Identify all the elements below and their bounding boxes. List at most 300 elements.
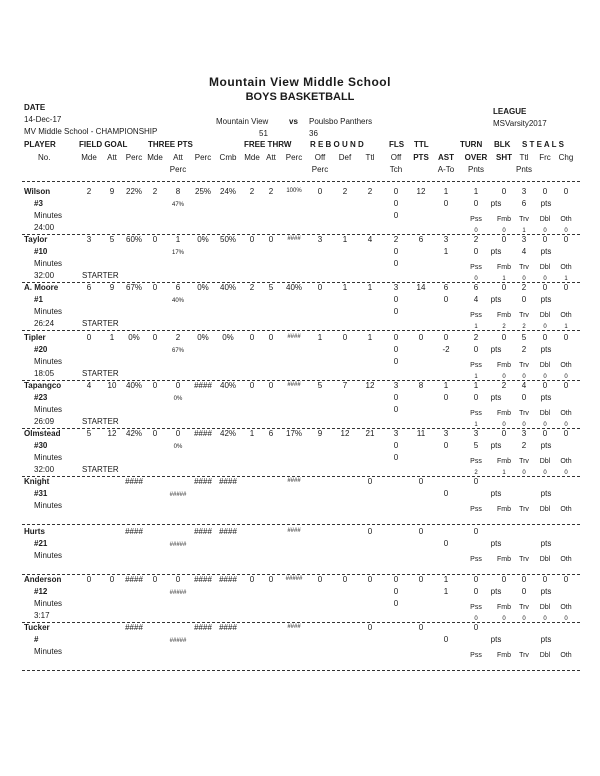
turnover-category-label: Dbl <box>539 264 551 271</box>
stat-cell: #### <box>219 527 237 536</box>
stat-cell: #### <box>287 382 301 388</box>
hdr-reb-ttl: Ttl <box>365 153 375 162</box>
stat-cell: 2 <box>249 283 255 292</box>
turnover-category-label: Dbl <box>539 410 551 417</box>
stat-sub-cell: 0 <box>393 599 399 608</box>
turnover-count: 1 <box>502 470 506 476</box>
stat-cell: 0 <box>342 575 348 584</box>
turnover-category-label: Trv <box>519 604 529 611</box>
stat-cell: 2 <box>152 187 158 196</box>
stat-cell: 25% <box>194 187 212 196</box>
stat-sub-cell: 0 <box>443 295 449 304</box>
three-pt-perc: 0% <box>173 444 183 450</box>
stat-cell: 2 <box>521 283 527 292</box>
stat-cell: #### <box>287 334 301 340</box>
turnover-category-label: Trv <box>519 312 529 319</box>
stat-cell: 1 <box>473 381 479 390</box>
stat-sub-cell: 5 <box>473 441 479 450</box>
stat-cell: 2 <box>268 187 274 196</box>
stat-cell: 0 <box>175 575 181 584</box>
player-name: Knight <box>24 477 50 486</box>
minutes-label: Minutes <box>34 501 63 510</box>
hdr-free-thrw: FREE THRW <box>244 140 292 149</box>
stat-cell: 0 <box>542 187 548 196</box>
stat-cell: 3 <box>521 235 527 244</box>
starter-badge: STARTER <box>82 369 119 378</box>
stat-cell: 3 <box>393 283 399 292</box>
stat-cell: 42% <box>219 429 237 438</box>
three-pt-perc: ##### <box>169 542 187 548</box>
stat-sub-cell: 0 <box>393 587 399 596</box>
player-number: #1 <box>34 295 43 304</box>
stat-cell: 7 <box>342 381 348 390</box>
turnover-count: 0 <box>522 616 526 622</box>
stat-cell: #### <box>287 528 301 534</box>
stat-cell: 0 <box>317 283 323 292</box>
hdr-fg-perc: Perc <box>125 153 143 162</box>
three-pt-perc: 0% <box>173 396 183 402</box>
stat-cell: 0 <box>249 235 255 244</box>
stat-cell: 0 <box>268 575 274 584</box>
hdr-sht: SHT <box>496 153 512 162</box>
pts-label: pts <box>540 441 552 450</box>
player-number: #21 <box>34 539 48 548</box>
three-pt-perc: 67% <box>171 348 185 354</box>
stat-sub-cell: 2 <box>521 345 527 354</box>
stat-cell: 2 <box>342 187 348 196</box>
turnover-category-label: Fmb <box>497 604 511 611</box>
turnover-category-label: Trv <box>519 458 529 465</box>
turnover-category-label: Dbl <box>539 604 551 611</box>
turnover-count: 1 <box>522 228 526 234</box>
row-divider <box>22 622 580 623</box>
stat-cell: 40% <box>125 381 143 390</box>
stat-cell: 22% <box>125 187 143 196</box>
turnover-category-label: Trv <box>519 652 529 659</box>
hdr-tch: Tch <box>389 165 403 174</box>
player-number: #23 <box>34 393 48 402</box>
stat-cell: 0% <box>197 333 209 342</box>
stat-cell: 3 <box>521 187 527 196</box>
stat-cell: 0 <box>473 527 479 536</box>
stat-sub-cell: 4 <box>521 247 527 256</box>
stat-cell: 6 <box>175 283 181 292</box>
turnover-category-label: Fmb <box>497 264 511 271</box>
stat-cell: 1 <box>249 429 255 438</box>
turnover-count: 0 <box>564 228 568 234</box>
hdr-pts: PTS <box>413 153 429 162</box>
stat-sub-cell: 0 <box>393 199 399 208</box>
stat-cell: 2 <box>473 235 479 244</box>
stat-cell: 0 <box>393 333 399 342</box>
turnover-category-label: Fmb <box>497 312 511 319</box>
hdr-steals: S T E A L S <box>522 140 564 149</box>
pts-label: pts <box>540 247 552 256</box>
stat-cell: #### <box>219 477 237 486</box>
player-number: #3 <box>34 199 43 208</box>
minutes-label: Minutes <box>34 211 63 220</box>
stat-sub-cell: 0 <box>521 587 527 596</box>
starter-badge: STARTER <box>82 417 119 426</box>
stat-cell: 0 <box>152 235 158 244</box>
turnover-category-label: Fmb <box>497 458 511 465</box>
stat-cell: 0 <box>473 477 479 486</box>
stat-cell: 0% <box>197 283 209 292</box>
stat-cell: 2 <box>501 381 507 390</box>
hdr-ttl3: Ttl <box>519 153 529 162</box>
stat-sub-cell: 0 <box>393 345 399 354</box>
stat-cell: 1 <box>443 187 449 196</box>
row-divider <box>22 330 580 331</box>
stat-sub-cell: 0 <box>393 405 399 414</box>
hdr-over: OVER <box>464 153 488 162</box>
stat-cell: 1 <box>109 333 115 342</box>
stat-cell: #### <box>287 236 301 242</box>
minutes-value: 32:00 <box>34 271 55 280</box>
turnover-count: 0 <box>474 276 478 282</box>
turnover-count: 0 <box>522 276 526 282</box>
minutes-label: Minutes <box>34 551 63 560</box>
pts-label: pts <box>490 295 502 304</box>
stat-sub-cell: 0 <box>393 357 399 366</box>
stat-cell: 0 <box>418 527 424 536</box>
stat-cell: 0 <box>418 477 424 486</box>
stat-cell: 3 <box>317 235 323 244</box>
stat-sub-cell: 0 <box>443 635 449 644</box>
turnover-count: 0 <box>543 616 547 622</box>
stat-cell: #### <box>287 478 301 484</box>
player-name: Tapangco <box>24 381 62 390</box>
stat-sub-cell: 0 <box>393 453 399 462</box>
minutes-value: 26:24 <box>34 319 55 328</box>
stat-cell: 3 <box>393 429 399 438</box>
turnover-count: 1 <box>564 324 568 330</box>
stat-sub-cell: 0 <box>521 295 527 304</box>
minutes-label: Minutes <box>34 259 63 268</box>
player-name: A. Moore <box>24 283 59 292</box>
stat-cell: 17% <box>285 429 303 438</box>
turnover-count: 1 <box>502 276 506 282</box>
home-team: Mountain View <box>216 117 269 126</box>
turnover-count: 2 <box>522 324 526 330</box>
stat-cell: 0 <box>563 235 569 244</box>
turnover-category-label: Trv <box>519 410 529 417</box>
stat-cell: 1 <box>443 575 449 584</box>
hdr-3p-mde: Mde <box>147 153 163 162</box>
row-divider <box>22 476 580 477</box>
hdr-rebound: R E B O U N D <box>310 140 364 149</box>
stat-cell: 0 <box>86 333 92 342</box>
hdr-fg-mde: Mde <box>81 153 97 162</box>
turnover-category-label: Trv <box>519 506 529 513</box>
hdr-ft-att: Att <box>266 153 276 162</box>
hdr-blk: BLK <box>494 140 511 149</box>
turnover-count: 1 <box>564 276 568 282</box>
turnover-category-label: Pss <box>470 216 482 223</box>
stat-cell: 1 <box>367 283 373 292</box>
pts-label: pts <box>490 199 502 208</box>
hdr-frc: Frc <box>539 153 551 162</box>
stat-sub-cell: 0 <box>443 441 449 450</box>
turnover-category-label: Dbl <box>539 652 551 659</box>
turnover-category-label: Oth <box>560 410 572 417</box>
stat-cell: 12 <box>365 381 375 390</box>
player-number: #10 <box>34 247 48 256</box>
pts-label: pts <box>540 199 552 208</box>
turnover-count: 0 <box>543 470 547 476</box>
player-name: Hurts <box>24 527 45 536</box>
stat-cell: 6 <box>268 429 274 438</box>
stat-cell: 60% <box>125 235 143 244</box>
player-number: #12 <box>34 587 48 596</box>
home-score: 51 <box>259 129 268 138</box>
three-pt-perc: 47% <box>171 202 185 208</box>
stat-cell: 6 <box>473 283 479 292</box>
stat-cell: 0 <box>443 333 449 342</box>
turnover-category-label: Pss <box>470 312 482 319</box>
stat-cell: 1 <box>473 187 479 196</box>
minutes-label: Minutes <box>34 599 63 608</box>
stat-cell: 6 <box>418 235 424 244</box>
date-value: 14-Dec-17 <box>24 115 62 124</box>
stat-cell: 6 <box>443 283 449 292</box>
stat-cell: 40% <box>285 283 303 292</box>
hdr-turn: TURN <box>460 140 483 149</box>
stat-cell: 21 <box>365 429 375 438</box>
stat-cell: 0 <box>317 575 323 584</box>
league-value: MSVarsity2017 <box>493 119 547 128</box>
three-pt-perc: ##### <box>169 638 187 644</box>
turnover-count: 2 <box>474 470 478 476</box>
stat-sub-cell: 0 <box>393 259 399 268</box>
three-pt-perc: ##### <box>169 590 187 596</box>
pts-label: pts <box>540 345 552 354</box>
stat-cell: 0 <box>563 283 569 292</box>
stat-sub-cell: 0 <box>443 393 449 402</box>
stat-cell: #### <box>219 575 237 584</box>
player-number: #30 <box>34 441 48 450</box>
stat-sub-cell: 1 <box>443 587 449 596</box>
player-number: #31 <box>34 489 48 498</box>
hdr-pnts2: Pnts <box>515 165 533 174</box>
stat-cell: 0 <box>542 575 548 584</box>
stat-sub-cell: 1 <box>443 247 449 256</box>
stat-cell: 0 <box>393 187 399 196</box>
stat-cell: 0 <box>563 381 569 390</box>
hdr-off: Off <box>390 153 402 162</box>
stat-cell: 2 <box>249 187 255 196</box>
stat-cell: 0 <box>473 623 479 632</box>
stat-cell: 0 <box>418 333 424 342</box>
stat-cell: #### <box>194 575 212 584</box>
stat-sub-cell: 0 <box>473 587 479 596</box>
player-name: Olmstead <box>24 429 61 438</box>
minutes-value: 3:17 <box>34 611 50 620</box>
turnover-count: 0 <box>522 374 526 380</box>
turnover-category-label: Fmb <box>497 652 511 659</box>
stat-cell: 1 <box>175 235 181 244</box>
header-divider <box>22 181 580 182</box>
turnover-count: 0 <box>564 470 568 476</box>
player-number: # <box>34 635 39 644</box>
stat-sub-cell: 0 <box>443 539 449 548</box>
stat-cell: 0 <box>268 333 274 342</box>
pts-label: pts <box>490 247 502 256</box>
sport-title: BOYS BASKETBALL <box>245 91 355 103</box>
turnover-category-label: Trv <box>519 216 529 223</box>
stat-cell: 12 <box>340 429 350 438</box>
stat-cell: 3 <box>393 381 399 390</box>
turnover-count: 0 <box>543 374 547 380</box>
stat-sub-cell: -2 <box>442 345 450 354</box>
player-name: Anderson <box>24 575 62 584</box>
hdr-cmb: Cmb <box>219 153 237 162</box>
minutes-value: 18:05 <box>34 369 55 378</box>
stat-cell: 3 <box>86 235 92 244</box>
stat-sub-cell: 0 <box>473 247 479 256</box>
turnover-count: 0 <box>543 324 547 330</box>
turnover-category-label: Fmb <box>497 410 511 417</box>
stat-cell: 3 <box>521 429 527 438</box>
turnover-category-label: Fmb <box>497 556 511 563</box>
stat-sub-cell: 0 <box>393 295 399 304</box>
hdr-three-pts: THREE PTS <box>148 140 193 149</box>
stat-cell: 0 <box>473 575 479 584</box>
turnover-category-label: Pss <box>470 458 482 465</box>
stat-cell: 2 <box>367 187 373 196</box>
stat-cell: 9 <box>109 283 115 292</box>
turnover-category-label: Pss <box>470 264 482 271</box>
stat-cell: 3 <box>473 429 479 438</box>
turnover-category-label: Fmb <box>497 362 511 369</box>
turnover-count: 0 <box>564 616 568 622</box>
stat-cell: 0 <box>563 429 569 438</box>
stat-cell: 0 <box>249 575 255 584</box>
stat-cell: 5 <box>109 235 115 244</box>
stat-cell: #### <box>194 381 212 390</box>
stat-cell: 0 <box>521 575 527 584</box>
stat-cell: 0 <box>152 283 158 292</box>
turnover-count: 0 <box>502 374 506 380</box>
turnover-category-label: Dbl <box>539 556 551 563</box>
stat-cell: 0 <box>542 283 548 292</box>
pts-label: pts <box>540 393 552 402</box>
stat-cell: 0 <box>268 381 274 390</box>
turnover-count: 0 <box>522 422 526 428</box>
stat-cell: 4 <box>367 235 373 244</box>
stat-cell: 1 <box>367 333 373 342</box>
stat-cell: 0 <box>563 333 569 342</box>
hdr-reb-off: Off <box>314 153 326 162</box>
stat-cell: 0 <box>542 381 548 390</box>
stat-cell: #### <box>194 429 212 438</box>
stat-cell: 0 <box>418 575 424 584</box>
pts-label: pts <box>540 295 552 304</box>
turnover-count: 1 <box>474 324 478 330</box>
hdr-pnts: Pnts <box>467 165 485 174</box>
hdr-field-goal: FIELD GOAL <box>79 140 128 149</box>
stat-cell: 0 <box>342 333 348 342</box>
hdr-no: No. <box>38 153 51 162</box>
hdr-reb-def: Def <box>338 153 352 162</box>
stat-sub-cell: 2 <box>521 441 527 450</box>
player-number: #20 <box>34 345 48 354</box>
turnover-category-label: Oth <box>560 458 572 465</box>
player-name: Tipler <box>24 333 46 342</box>
hdr-3p-att: Att <box>173 153 183 162</box>
stat-cell: #### <box>125 527 143 536</box>
stat-cell: 5 <box>521 333 527 342</box>
stat-cell: 0 <box>501 429 507 438</box>
stat-cell: 2 <box>86 187 92 196</box>
turnover-category-label: Dbl <box>539 458 551 465</box>
stat-cell: 2 <box>175 333 181 342</box>
turnover-category-label: Oth <box>560 264 572 271</box>
stat-cell: 0% <box>128 333 140 342</box>
turnover-count: 0 <box>564 422 568 428</box>
event-name: MV Middle School - CHAMPIONSHIP <box>24 127 158 136</box>
stat-cell: 0 <box>249 333 255 342</box>
stat-sub-cell: 0 <box>393 441 399 450</box>
row-divider <box>22 524 580 525</box>
stat-cell: 1 <box>317 333 323 342</box>
stat-sub-cell: 0 <box>521 393 527 402</box>
hdr-chg: Chg <box>558 153 574 162</box>
stat-cell: 2 <box>393 235 399 244</box>
turnover-category-label: Dbl <box>539 362 551 369</box>
row-divider <box>22 380 580 381</box>
starter-badge: STARTER <box>82 465 119 474</box>
minutes-label: Minutes <box>34 405 63 414</box>
stat-sub-cell: 0 <box>443 199 449 208</box>
stat-sub-cell: 0 <box>473 199 479 208</box>
player-name: Taylor <box>24 235 48 244</box>
stat-cell: 5 <box>317 381 323 390</box>
stat-sub-cell: 0 <box>473 345 479 354</box>
row-divider <box>22 234 580 235</box>
stat-sub-cell: 0 <box>393 211 399 220</box>
turnover-category-label: Trv <box>519 556 529 563</box>
pts-label: pts <box>540 489 552 498</box>
turnover-category-label: Fmb <box>497 506 511 513</box>
hdr-ft-mde: Mde <box>244 153 260 162</box>
pts-label: pts <box>490 441 502 450</box>
stat-cell: 9 <box>317 429 323 438</box>
turnover-category-label: Oth <box>560 216 572 223</box>
turnover-count: 0 <box>522 470 526 476</box>
stat-cell: ##### <box>285 576 303 582</box>
player-name: Tucker <box>24 623 50 632</box>
hdr-fg-att: Att <box>107 153 117 162</box>
stat-cell: 42% <box>125 429 143 438</box>
three-pt-perc: 17% <box>171 250 185 256</box>
stat-cell: 0% <box>197 235 209 244</box>
stat-cell: 0 <box>501 333 507 342</box>
stat-cell: 0 <box>367 575 373 584</box>
pts-label: pts <box>490 393 502 402</box>
turnover-category-label: Pss <box>470 362 482 369</box>
turnover-category-label: Oth <box>560 604 572 611</box>
stat-cell: 1 <box>342 235 348 244</box>
hdr-reb-perc: Perc <box>311 165 329 174</box>
hdr-ast: AST <box>438 153 454 162</box>
turnover-category-label: Oth <box>560 312 572 319</box>
stat-cell: #### <box>219 623 237 632</box>
pts-label: pts <box>490 539 502 548</box>
away-score: 36 <box>309 129 318 138</box>
minutes-label: Minutes <box>34 357 63 366</box>
hdr-player: PLAYER <box>24 140 56 149</box>
